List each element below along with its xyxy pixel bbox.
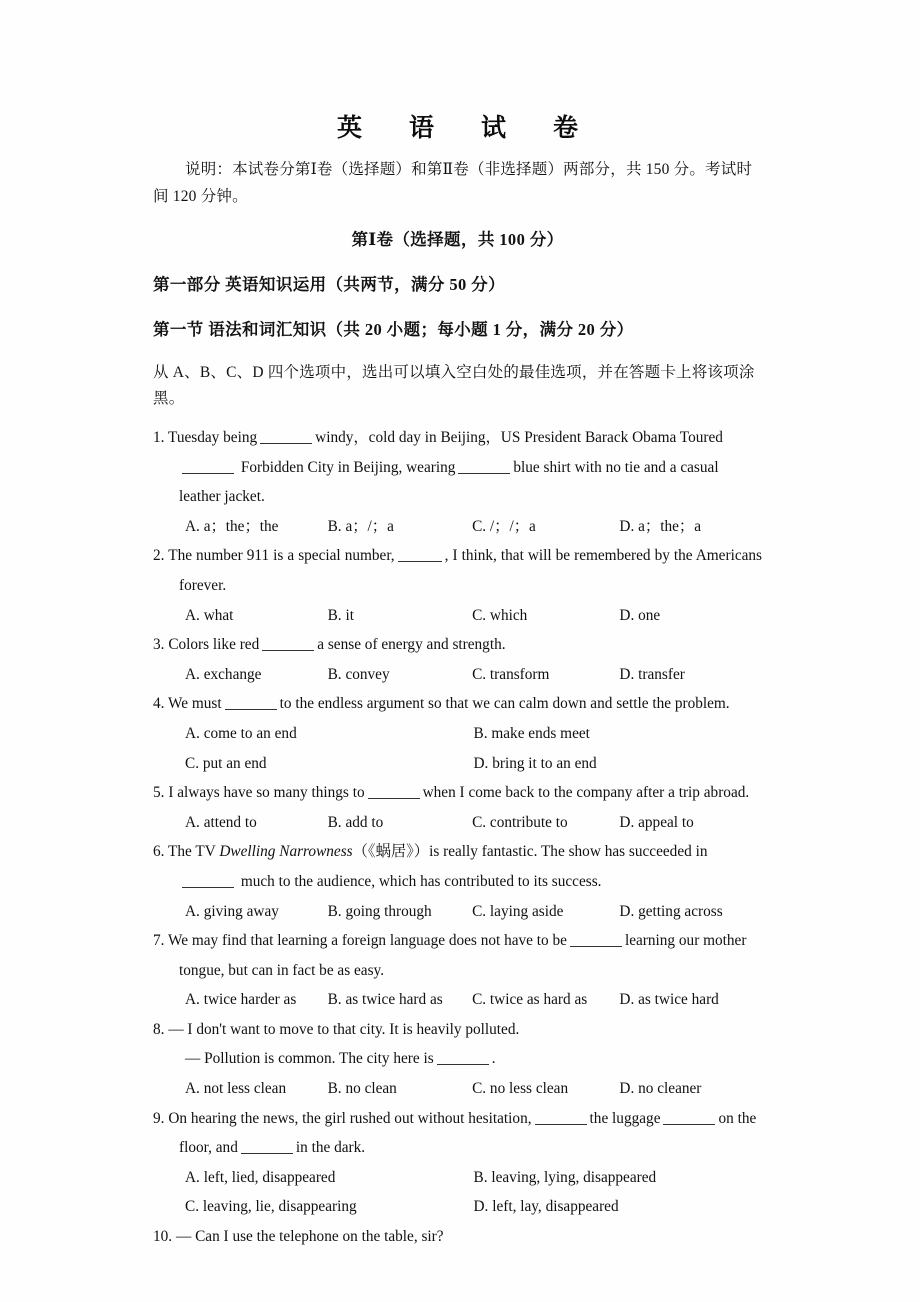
question-item: [153, 1104, 762, 1222]
answer-blank[interactable]: [225, 709, 277, 710]
question-text: We may find that learning a foreign language does not have to be: [168, 932, 567, 950]
option-d[interactable]: D. transfer: [619, 665, 685, 683]
question-stem-reply: [153, 1044, 762, 1074]
question-text: Tuesday being: [168, 429, 258, 446]
option-b[interactable]: B. going through: [327, 902, 432, 920]
exam-instructions: 说明：本试卷分第Ⅰ卷（选择题）和第Ⅱ卷（非选择题）两部分，共 150 分。考试时间 120 分钟。: [153, 161, 753, 205]
question-item: [153, 926, 762, 1015]
question-stem: [153, 541, 762, 600]
option-a[interactable]: A. left, lied, disappeared: [185, 1168, 336, 1186]
question-text: — Pollution is common. The city here is: [185, 1050, 434, 1068]
option-d[interactable]: D. no cleaner: [619, 1080, 702, 1098]
option-d[interactable]: D. one: [619, 606, 661, 624]
option-c[interactable]: C. twice as hard as: [472, 991, 588, 1009]
question-stem: [153, 689, 762, 719]
question-text: On hearing the news, the girl rushed out without hesitation,: [168, 1109, 532, 1127]
answer-blank[interactable]: [535, 1124, 587, 1125]
question-text: — I don't want to move to that city. It is heavily polluted.: [168, 1020, 520, 1038]
question-stem: [153, 1104, 762, 1163]
question-list: [153, 423, 762, 1252]
question-text: Forbidden City in Beijing, wearing: [240, 458, 456, 476]
answer-directions: 从 A、B、C、D 四个选项中，选出可以填入空白处的最佳选项，并在答题卡上将该项涂黑。: [153, 364, 755, 407]
option-row: [153, 985, 762, 1015]
option-c[interactable]: C. contribute to: [472, 813, 568, 831]
question-stem: [153, 630, 762, 660]
question-number: 10.: [153, 1228, 173, 1246]
question-stem: [153, 423, 762, 512]
tv-show-title: Dwelling Narrowness: [219, 843, 353, 861]
option-a[interactable]: A. a；the；the: [185, 517, 279, 535]
option-row: [153, 897, 762, 927]
question-item: [153, 837, 762, 926]
option-c[interactable]: C. leaving, lie, disappearing: [185, 1198, 357, 1216]
option-row: [153, 601, 762, 631]
question-stem: [153, 926, 762, 985]
question-number: 1.: [153, 429, 165, 446]
option-b[interactable]: B. convey: [327, 665, 390, 683]
answer-blank[interactable]: [398, 561, 442, 562]
question-text: The TV: [168, 843, 220, 861]
question-text: in the dark.: [295, 1139, 366, 1157]
answer-blank[interactable]: [368, 798, 420, 799]
option-a[interactable]: A. attend to: [185, 813, 257, 831]
question-text: We must: [168, 695, 222, 713]
question-text: windy，cold day in Beijing，US President Barack Obama Toured: [315, 429, 723, 446]
question-text: much to the audience, which has contributed to its success.: [240, 872, 602, 890]
question-number: 2.: [153, 547, 165, 565]
option-a[interactable]: A. twice harder as: [185, 991, 297, 1009]
option-d[interactable]: D. appeal to: [619, 813, 694, 831]
question-item: [153, 1015, 762, 1104]
answer-blank[interactable]: [241, 1153, 293, 1154]
option-b[interactable]: B. it: [327, 606, 354, 624]
option-b[interactable]: B. make ends meet: [473, 724, 590, 742]
answer-blank[interactable]: [260, 443, 312, 444]
question-text: .: [491, 1050, 496, 1068]
question-text: , I think, that will be remembered by the Americans forever.: [179, 547, 762, 594]
answer-blank[interactable]: [182, 887, 234, 888]
option-b[interactable]: B. add to: [327, 813, 384, 831]
question-number: 8.: [153, 1020, 165, 1038]
option-row: [153, 808, 762, 838]
option-row: [153, 719, 762, 749]
question-item: [153, 1222, 762, 1252]
option-d[interactable]: D. left, lay, disappeared: [473, 1198, 619, 1216]
option-row: [153, 660, 762, 690]
option-d[interactable]: D. bring it to an end: [473, 754, 597, 772]
part-one-heading: 第一部分 英语知识运用（共两节，满分 50 分）: [153, 275, 505, 294]
option-d[interactable]: D. a；the；a: [619, 517, 701, 535]
option-a[interactable]: A. what: [185, 606, 234, 624]
question-text: Colors like red: [168, 636, 260, 654]
question-text: I always have so many things to: [168, 784, 365, 802]
page-title: 英 语 试 卷: [336, 115, 589, 142]
question-text: — Can I use the telephone on the table, sir?: [175, 1228, 444, 1246]
option-c[interactable]: C. laying aside: [472, 902, 564, 920]
question-item: [153, 778, 762, 837]
option-b[interactable]: B. a；/；a: [327, 517, 394, 535]
option-b[interactable]: B. leaving, lying, disappeared: [473, 1168, 657, 1186]
option-a[interactable]: A. exchange: [185, 665, 262, 683]
answer-blank[interactable]: [262, 650, 314, 651]
option-row: [153, 512, 762, 542]
question-text: （《蜗居》）is really fantastic. The show has succeeded in: [352, 843, 708, 861]
answer-blank[interactable]: [570, 946, 622, 947]
option-c[interactable]: C. /；/；a: [472, 517, 536, 535]
question-text: the luggage: [589, 1109, 661, 1127]
option-c[interactable]: C. put an end: [185, 754, 267, 772]
question-number: 3.: [153, 636, 165, 654]
question-number: 7.: [153, 932, 165, 950]
option-row: [153, 749, 762, 779]
answer-blank[interactable]: [437, 1064, 489, 1065]
question-number: 9.: [153, 1109, 165, 1127]
question-stem: [153, 778, 762, 808]
volume-heading: 第Ⅰ卷（选择题，共 100 分）: [351, 230, 564, 249]
question-text: blue shirt with no tie and a casual leather jacket.: [179, 458, 719, 506]
question-text: when I come back to the company after a trip abroad.: [422, 784, 750, 802]
answer-blank[interactable]: [663, 1124, 715, 1125]
option-b[interactable]: B. no clean: [327, 1080, 397, 1098]
option-a[interactable]: A. not less clean: [185, 1080, 287, 1098]
option-b[interactable]: B. as twice hard as: [327, 991, 443, 1009]
question-item: [153, 541, 762, 630]
option-a[interactable]: A. come to an end: [185, 724, 297, 742]
option-d[interactable]: D. getting across: [619, 902, 723, 920]
question-item: [153, 630, 762, 689]
question-text: The number 911 is a special number,: [168, 547, 395, 565]
question-text: to the endless argument so that we can calm down and settle the problem.: [279, 695, 730, 713]
question-item: [153, 423, 762, 541]
content-column: [153, 0, 762, 1252]
question-number: 4.: [153, 695, 165, 713]
question-stem: [153, 837, 762, 896]
question-stem: [153, 1015, 762, 1045]
option-c[interactable]: C. no less clean: [472, 1080, 569, 1098]
option-row: [153, 1074, 762, 1104]
option-c[interactable]: C. which: [472, 606, 528, 624]
question-text: learning our mother tongue, but can in fact be as easy.: [179, 932, 747, 979]
option-c[interactable]: C. transform: [472, 665, 550, 683]
question-item: [153, 689, 762, 778]
option-row: [153, 1192, 762, 1222]
question-text: on the floor, and: [179, 1109, 757, 1157]
option-row: [153, 1163, 762, 1193]
answer-blank[interactable]: [182, 473, 234, 474]
option-d[interactable]: D. as twice hard: [619, 991, 719, 1009]
answer-blank[interactable]: [458, 473, 510, 474]
option-a[interactable]: A. giving away: [185, 902, 279, 920]
question-stem: [153, 1222, 762, 1252]
question-number: 6.: [153, 843, 165, 861]
question-text: a sense of energy and strength.: [317, 636, 506, 654]
question-number: 5.: [153, 784, 165, 802]
section-one-heading: 第一节 语法和词汇知识（共 20 小题；每小题 1 分，满分 20 分）: [153, 320, 634, 339]
